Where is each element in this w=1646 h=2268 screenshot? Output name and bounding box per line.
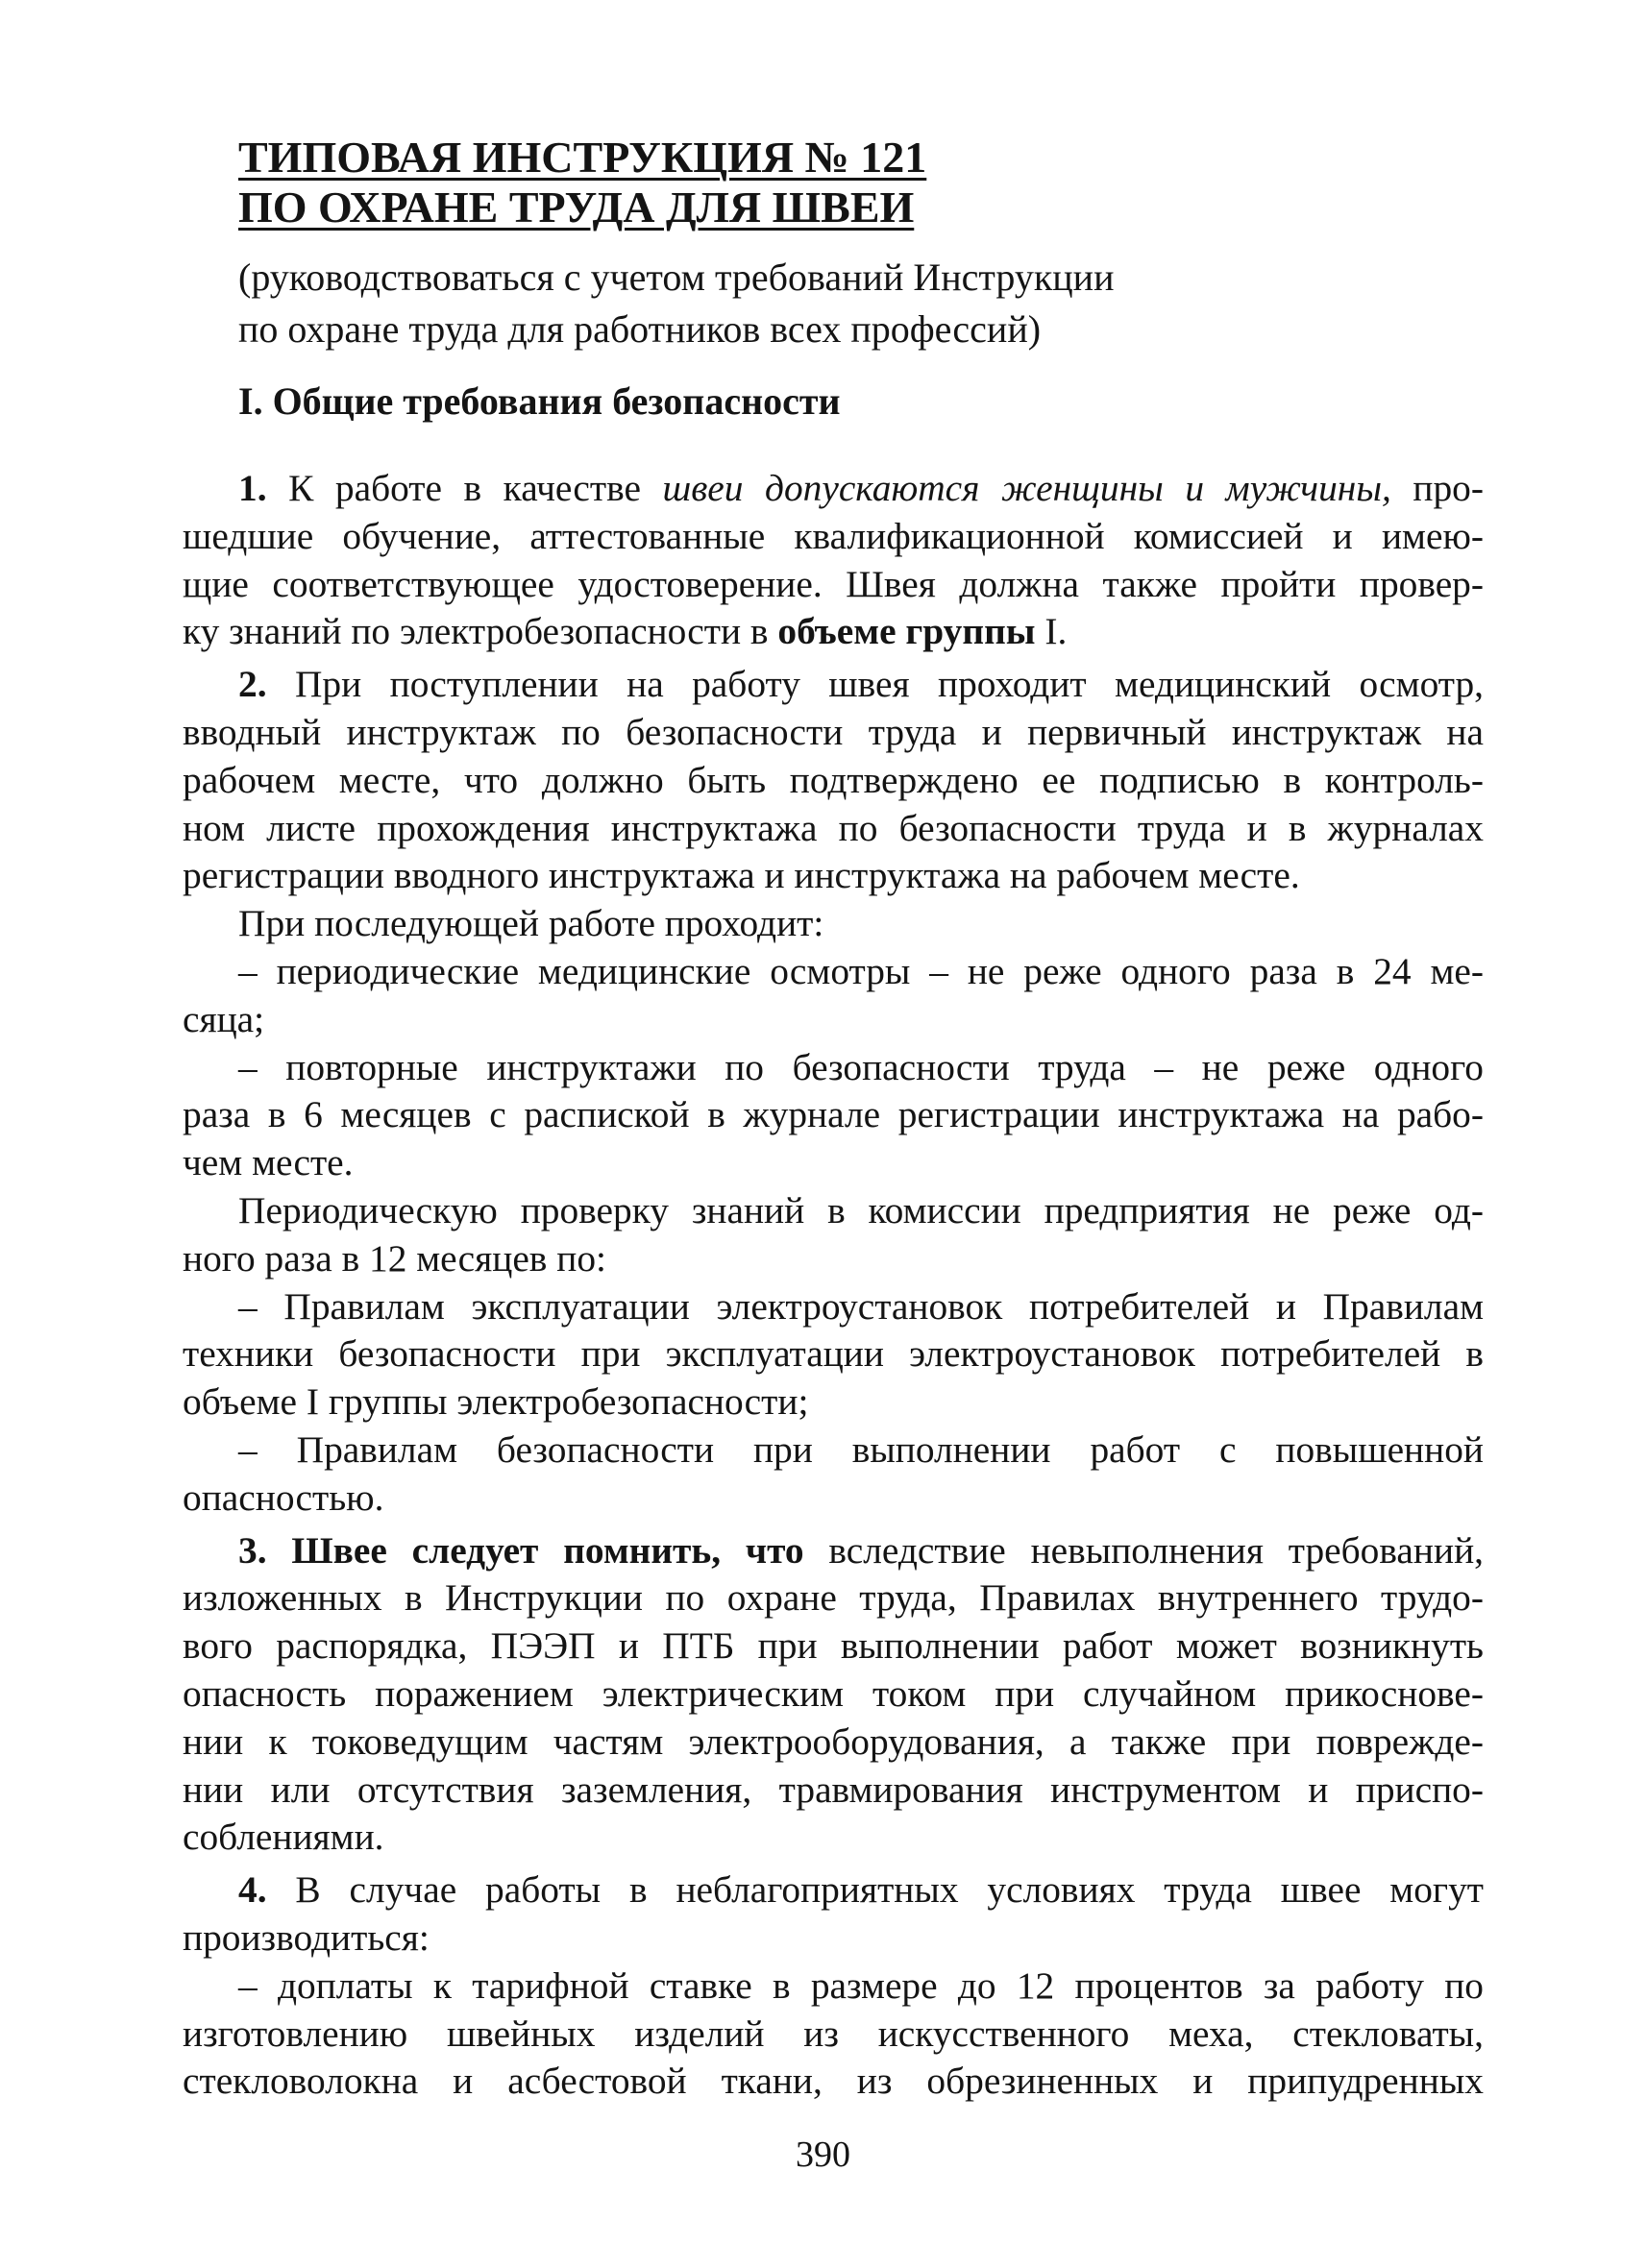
bold-text: объеме группы: [777, 610, 1036, 653]
paragraph-number: 3.: [238, 1528, 267, 1572]
paragraph-3-line: изложенных в Инструкции по охране труда, Правилах внутреннего трудо-: [183, 1576, 1484, 1620]
list-item-line: стекловолокна и асбестовой ткани, из обрезиненных и припудренных: [183, 2060, 1484, 2103]
subtitle-line-2: по охране труда для работников всех профессий): [238, 307, 1042, 351]
document-title: [238, 133, 926, 232]
text-span: про-: [1390, 467, 1484, 509]
list-item-line: – повторные инструктажи по безопасности труда – не реже одного: [238, 1045, 1484, 1088]
paragraph-1-line: щие соответствующее удостоверение. Швея должна также пройти провер-: [183, 562, 1484, 605]
paragraph-2-line: рабочем месте, что должно быть подтверждено ее подписью в контроль-: [183, 758, 1484, 801]
list-item-line: – Правилам безопасности при выполнении работ с повышенной: [238, 1427, 1484, 1471]
paragraph-2-line: При последующей работе проходит:: [238, 902, 824, 945]
list-item-line: изготовлению швейных изделий из искусственного меха, стекловаты,: [183, 2012, 1484, 2055]
paragraph-number: 4.: [238, 1868, 267, 1912]
list-item-line: опасностью.: [183, 1475, 384, 1519]
paragraph-4-line: производиться:: [183, 1915, 430, 1959]
text-span: В случае работы в неблагоприятных условиях труда швее могут: [266, 1868, 1484, 1912]
title-line-1: ТИПОВАЯ ИНСТРУКЦИЯ № 121: [238, 133, 927, 182]
paragraph-1-line: шедшие обучение, аттестованные квалификационной комиссией и имею-: [183, 514, 1484, 557]
paragraph-2-line: Периодическую проверку знаний в комиссии предприятия не реже од-: [238, 1188, 1484, 1232]
paragraph-2-line: ном листе прохождения инструктажа по безопасности труда и в журналах: [183, 806, 1484, 849]
paragraph-3-line: нии или отсутствия заземления, травмирования инструментом и приспо-: [183, 1768, 1484, 1811]
paragraph-1-line: [183, 465, 1484, 513]
paragraph-2-line: [183, 661, 1484, 709]
subtitle-line-1: (руководствоваться с учетом требований Инструкции: [238, 256, 1115, 299]
text-span: К работе в качестве: [266, 467, 663, 509]
list-item-line: – доплаты к тарифной ставке в размере до 12 процентов за работу по: [238, 1963, 1484, 2007]
paragraph-1-line: [183, 608, 1484, 656]
paragraph-2-line: ного раза в 12 месяцев по:: [183, 1236, 606, 1280]
text-span: ку знаний по электробезопасности в: [183, 610, 778, 653]
paragraph-3-line: [183, 1527, 1484, 1575]
bold-text: Швее следует помнить, что: [266, 1528, 804, 1572]
paragraph-number: 2.: [238, 663, 267, 706]
list-item-line: техники безопасности при эксплуатации электроустановок потребителей в: [183, 1332, 1484, 1376]
list-item-line: объеме I группы электробезопасности;: [183, 1380, 809, 1424]
text-span: I.: [1035, 610, 1068, 653]
list-item-line: сяца;: [183, 997, 265, 1040]
paragraph-4-line: [183, 1866, 1484, 1914]
list-item-line: – периодические медицинские осмотры – не реже одного раза в 24 ме-: [238, 949, 1484, 992]
title-line-2: ПО ОХРАНЕ ТРУДА ДЛЯ ШВЕИ: [238, 183, 915, 232]
list-item-line: раза в 6 месяцев с распиской в журнале регистрации инструктажа на рабо-: [183, 1093, 1484, 1136]
text-span: При поступлении на работу швея проходит медицинский осмотр,: [266, 663, 1484, 706]
paragraph-2-line: регистрации вводного инструктажа и инструктажа на рабочем месте.: [183, 854, 1300, 897]
text-span: вследствие невыполнения требований,: [803, 1528, 1485, 1572]
paragraph-number: 1.: [238, 467, 267, 509]
paragraph-2-line: вводный инструктаж по безопасности труда и первичный инструктаж на: [183, 710, 1484, 753]
list-item-line: – Правилам эксплуатации электроустановок потребителей и Правилам: [238, 1284, 1484, 1328]
italic-text: швеи допускаются женщины и мужчины,: [662, 467, 1391, 509]
paragraph-3-line: нии к токоведущим частям электрооборудования, а также при поврежде-: [183, 1719, 1484, 1763]
paragraph-3-line: вого распорядка, ПЭЭП и ПТБ при выполнении работ может возникнуть: [183, 1624, 1484, 1668]
list-item-line: чем месте.: [183, 1141, 354, 1184]
page-number: 390: [796, 2134, 850, 2175]
paragraph-3-line: опасность поражением электрическим током при случайном прикоснове-: [183, 1671, 1484, 1715]
document-subtitle: [238, 252, 1114, 355]
document-body: [183, 465, 1484, 2106]
section-heading: I. Общие требования безопасности: [238, 379, 841, 423]
paragraph-3-line: соблениями.: [183, 1816, 384, 1859]
